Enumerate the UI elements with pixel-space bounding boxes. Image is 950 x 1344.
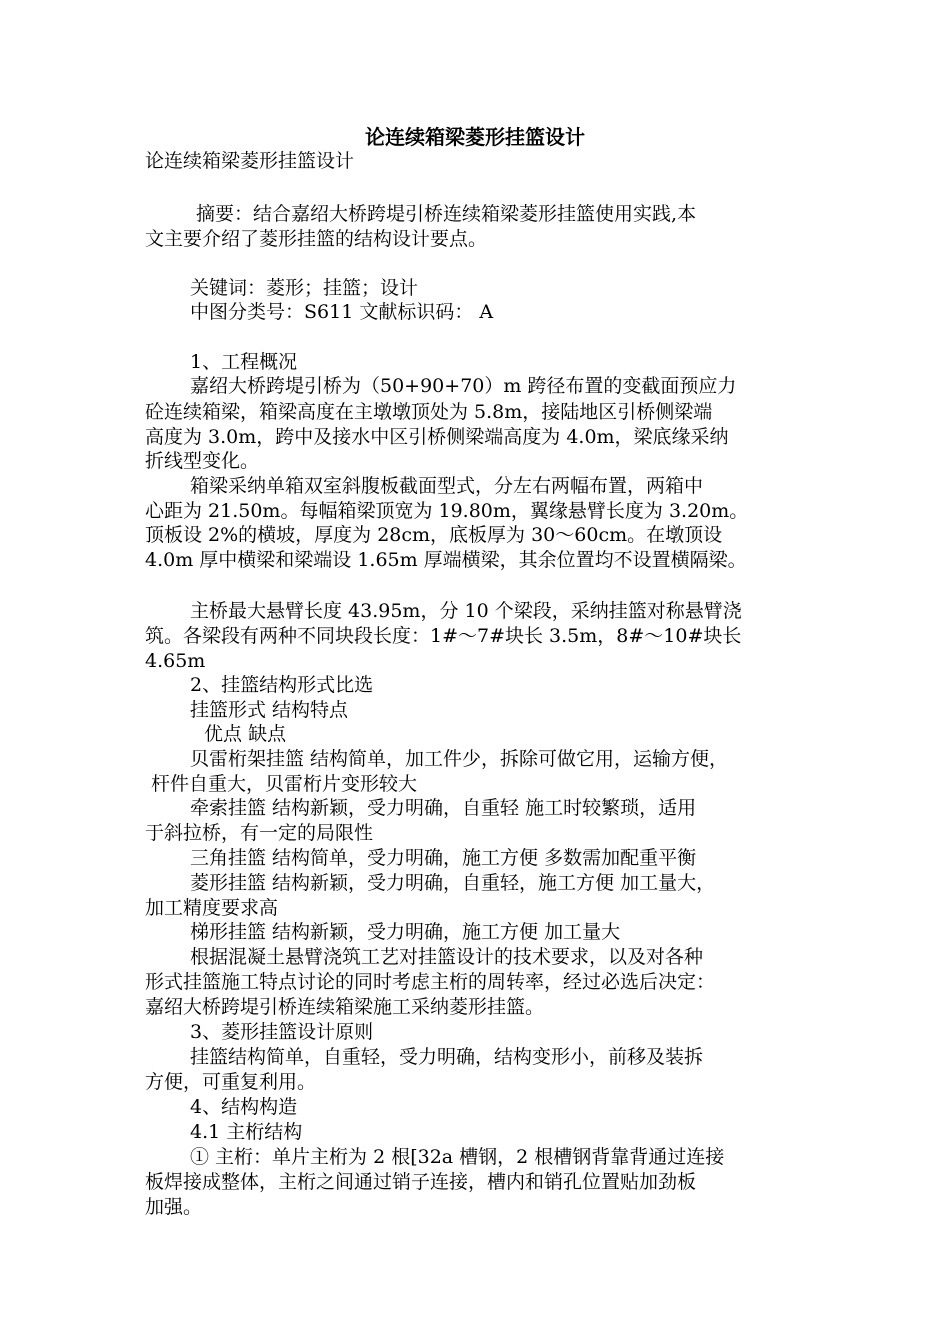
subsection-heading: 4.1 主桁结构 [190,1121,303,1143]
table-row-line: 于斜拉桥，有一定的局限性 [145,822,374,844]
paragraph-line: 高度为 3.0m，跨中及接水中区引桥侧梁端高度为 4.0m，梁底缘采纳 [145,426,729,448]
table-row-line: 菱形挂篮 结构新颖，受力明确，自重轻，施工方便 加工量大， [190,872,716,894]
paragraph-line: 4.65m [145,650,206,672]
paragraph-line: 形式挂篮施工特点讨论的同时考虑主桁的周转率，经过必选后决定： [145,971,716,993]
section-heading: 2、挂篮结构形式比选 [190,674,374,696]
paragraph-line: 砼连续箱梁，箱梁高度在主墩墩顶处为 5.8m，接陆地区引桥侧梁端 [145,401,713,423]
paragraph-line: 嘉绍大桥跨堤引桥连续箱梁施工采纳菱形挂篮。 [145,996,545,1018]
paragraph-line: 箱梁采纳单箱双室斜腹板截面型式，分左右两幅布置，两箱中 [190,475,704,497]
section-heading: 1、工程概况 [190,351,298,373]
paragraph-line: 筑。各梁段有两种不同块段长度：1#～7#块长 3.5m，8#～10#块长 [145,625,742,647]
section-heading: 4、结构构造 [190,1096,298,1118]
table-row-line: 牵索挂篮 结构新颖，受力明确，自重轻 施工时较繁琐，适用 [190,797,697,819]
paragraph-line: 板焊接成整体，主桁之间通过销子连接，槽内和销孔位置贴加劲板 [145,1171,697,1193]
paragraph-line: ① 主桁：单片主桁为 2 根[32a 槽钢，2 根槽钢背靠背通过连接 [190,1146,725,1168]
table-row-line: 梯形挂篮 结构新颖，受力明确，施工方便 加工量大 [190,921,621,943]
subtitle-line: 论连续箱梁菱形挂篮设计 [145,150,355,172]
table-row-line: 三角挂篮 结构简单，受力明确，施工方便 多数需加配重平衡 [190,847,697,869]
abstract-line: 摘要：结合嘉绍大桥跨堤引桥连续箱梁菱形挂篮使用实践,本 [190,203,697,225]
table-header-line: 挂篮形式 结构特点 [190,699,349,721]
paragraph-line: 挂篮结构简单，自重轻，受力明确，结构变形小，前移及装拆 [190,1046,704,1068]
classification-line: 中图分类号：S611 文献标识码： A [190,301,494,323]
paragraph-line: 折线型变化。 [145,450,260,472]
paragraph-line: 4.0m 厚中横梁和梁端设 1.65m 厚端横梁，其余位置均不设置横隔梁。 [145,549,747,571]
abstract-line: 文主要介绍了菱形挂篮的结构设计要点。 [145,228,488,250]
section-heading: 3、菱形挂篮设计原则 [190,1021,374,1043]
paragraph-line: 嘉绍大桥跨堤引桥为（50+90+70）m 跨径布置的变截面预应力 [190,375,737,397]
paragraph-line: 主桥最大悬臂长度 43.95m，分 10 个梁段，采纳挂篮对称悬臂浇 [190,600,742,622]
table-row-line: 贝雷桁架挂篮 结构简单，加工件少，拆除可做它用，运输方便， [190,748,729,770]
paragraph-line: 顶板设 2%的横坡，厚度为 28cm，底板厚为 30～60cm。在墩顶设 [145,524,723,546]
table-row-line: 杆件自重大，贝雷桁片变形较大 [145,773,418,795]
table-row-line: 加工精度要求高 [145,897,279,919]
paragraph-line: 方便，可重复利用。 [145,1071,317,1093]
paragraph-line: 根据混凝土悬臂浇筑工艺对挂篮设计的技术要求，以及对各种 [190,946,704,968]
document-title: 论连续箱梁菱形挂篮设计 [365,125,585,149]
keywords-line: 关键词：菱形；挂篮；设计 [190,277,419,299]
table-header-line: 优点 缺点 [198,723,287,745]
paragraph-line: 加强。 [145,1196,203,1218]
paragraph-line: 心距为 21.50m。每幅箱梁顶宽为 19.80m，翼缘悬臂长度为 3.20m。 [145,500,749,522]
